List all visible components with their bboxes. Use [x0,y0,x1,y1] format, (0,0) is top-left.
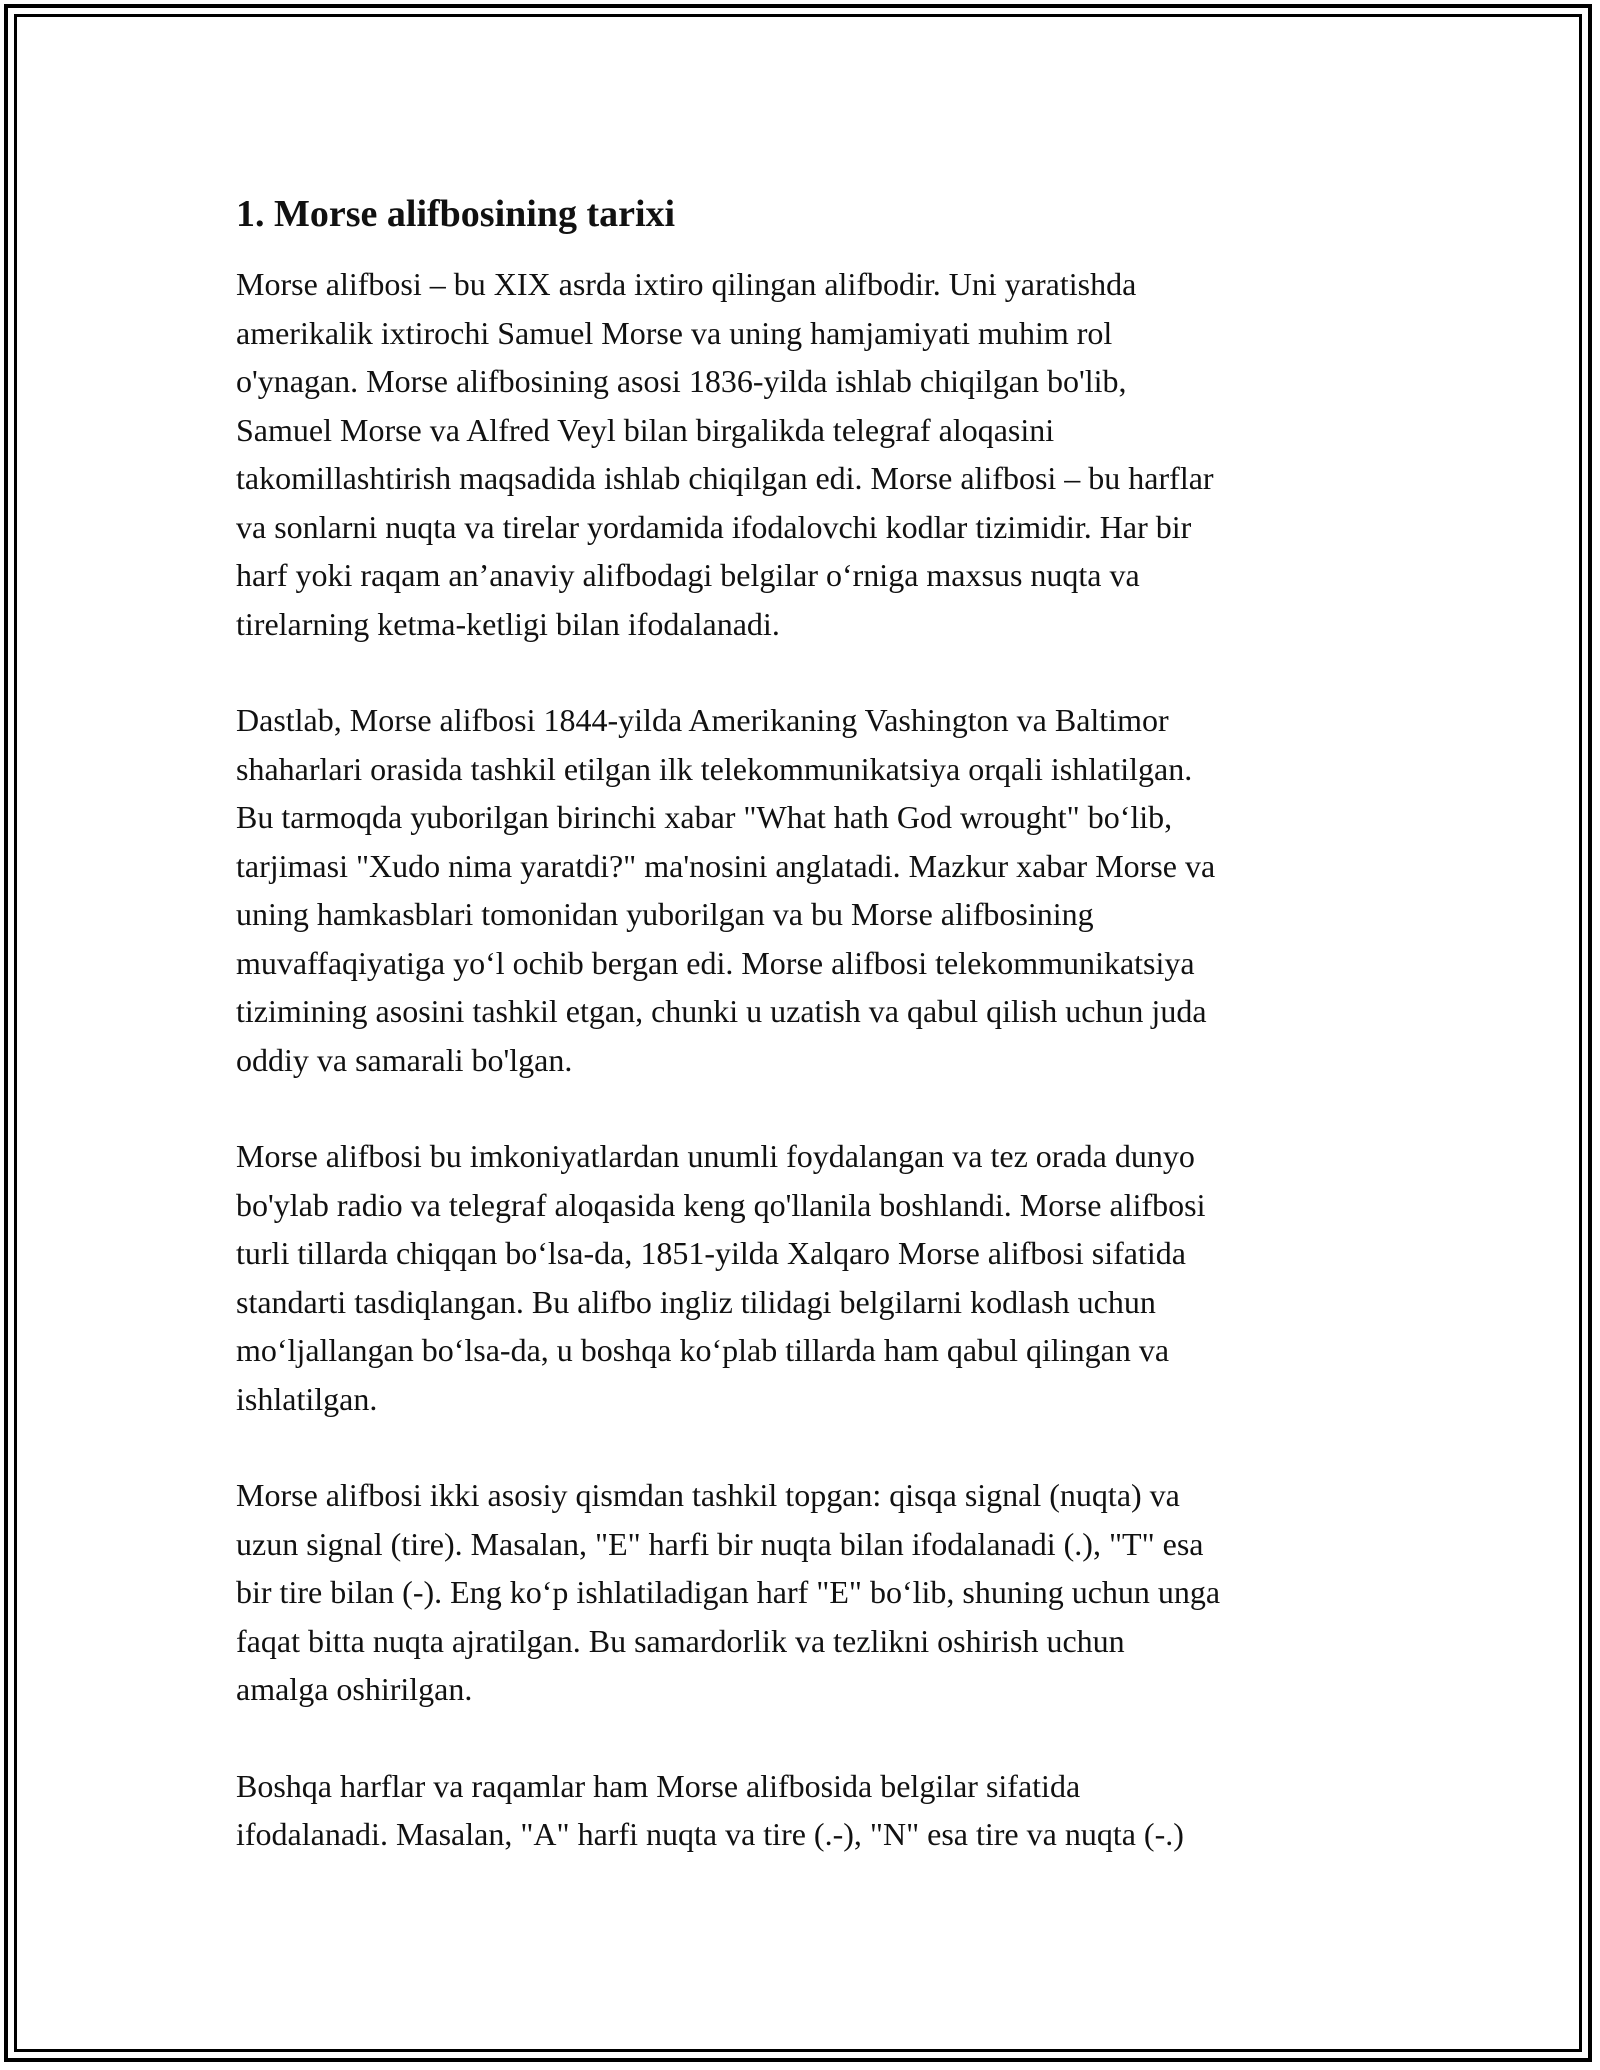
paragraph-line: tarjimasi "Xudo nima yaratdi?" ma'nosini anglatadi. Mazkur xabar Morse va [236,847,1216,884]
paragraph-4 [236,1471,1386,1714]
paragraph-line: Boshqa harflar va raqamlar ham Morse alifbosida belgilar sifatida [236,1767,1081,1804]
paragraph-line: Morse alifbosi ikki asosiy qismdan tashkil topgan: qisqa signal (nuqta) va [236,1477,1180,1513]
paragraph-line: Morse alifbosi – bu XIX asrda ixtiro qilingan alifbodir. Uni yaratishda [236,266,1137,302]
paragraph-line: bo'ylab radio va telegraf aloqasida keng qo'llanila boshlandi. Morse alifbosi [236,1186,1206,1223]
paragraph-line: ifodalanadi. Masalan, "A" harfi nuqta va tire (.-), "N" esa tire va nuqta (-.) [236,1816,1184,1852]
paragraph-line: Bu tarmoqda yuborilgan birinchi xabar "What hath God wrought" bo‘lib, [236,799,1173,835]
paragraph-line: Dastlab, Morse alifbosi 1844-yilda Amerikaning Vashington va Baltimor [236,702,1169,738]
paragraph-line: bir tire bilan (-). Eng ko‘p ishlatiladigan harf "E" bo‘lib, shuning uchun unga [236,1574,1221,1610]
paragraph-line: uzun signal (tire). Masalan, "E" harfi bir nuqta bilan ifodalanadi (.), "T" esa [236,1525,1204,1562]
paragraph-line: faqat bitta nuqta ajratilgan. Bu samardorlik va tezlikni oshirish uchun [236,1622,1125,1659]
paragraph-line: mo‘ljallangan bo‘lsa-da, u boshqa ko‘plab tillarda ham qabul qilingan va [236,1332,1170,1368]
paragraph-line: tirelarning ketma-ketligi bilan ifodalanadi. [236,605,780,642]
paragraph-1 [236,260,1386,648]
paragraph-line: turli tillarda chiqqan bo‘lsa-da, 1851-yilda Xalqaro Morse alifbosi sifatida [236,1235,1186,1271]
paragraph-line: shaharlari orasida tashkil etilgan ilk telekommunikatsiya orqali ishlatilgan. [236,750,1193,787]
paragraph-line: harf yoki raqam an’anaviy alifbodagi belgilar o‘rniga maxsus nuqta va [236,557,1140,593]
paragraph-line: va sonlarni nuqta va tirelar yordamida ifodalovchi kodlar tizimidir. Har bir [236,508,1192,545]
paragraph-line: Samuel Morse va Alfred Veyl bilan birgalikda telegraf aloqasini [236,411,1055,448]
paragraph-line: Morse alifbosi bu imkoniyatlardan unumli foydalangan va tez orada dunyo [236,1138,1195,1174]
paragraph-line: amalga oshirilgan. [236,1671,473,1707]
paragraph-line: takomillashtirish maqsadida ishlab chiqilgan edi. Morse alifbosi – bu harflar [236,460,1214,496]
paragraph-line: uning hamkasblari tomonidan yuborilgan va bu Morse alifbosining [236,896,1094,932]
paragraph-line: ishlatilgan. [236,1380,378,1417]
paragraph-line: tizimining asosini tashkil etgan, chunki u uzatish va qabul qilish uchun juda [236,993,1207,1029]
paragraph-line: o'ynagan. Morse alifbosining asosi 1836-yilda ishlab chiqilgan bo'lib, [236,363,1127,399]
paragraph-5 [236,1762,1386,1859]
paragraph-2 [236,696,1386,1084]
section-heading: 1. Morse alifbosining tarixi [236,193,676,235]
document-body [236,186,1386,1859]
paragraph-line: oddiy va samarali bo'lgan. [236,1041,573,1078]
paragraph-line: standarti tasdiqlangan. Bu alifbo ingliz tilidagi belgilarni kodlash uchun [236,1283,1156,1320]
paragraph-line: amerikalik ixtirochi Samuel Morse va uning hamjamiyati muhim rol [236,314,1113,351]
paragraph-3 [236,1132,1386,1423]
paragraph-line: muvaffaqiyatiga yo‘l ochib bergan edi. Morse alifbosi telekommunikatsiya [236,944,1195,981]
